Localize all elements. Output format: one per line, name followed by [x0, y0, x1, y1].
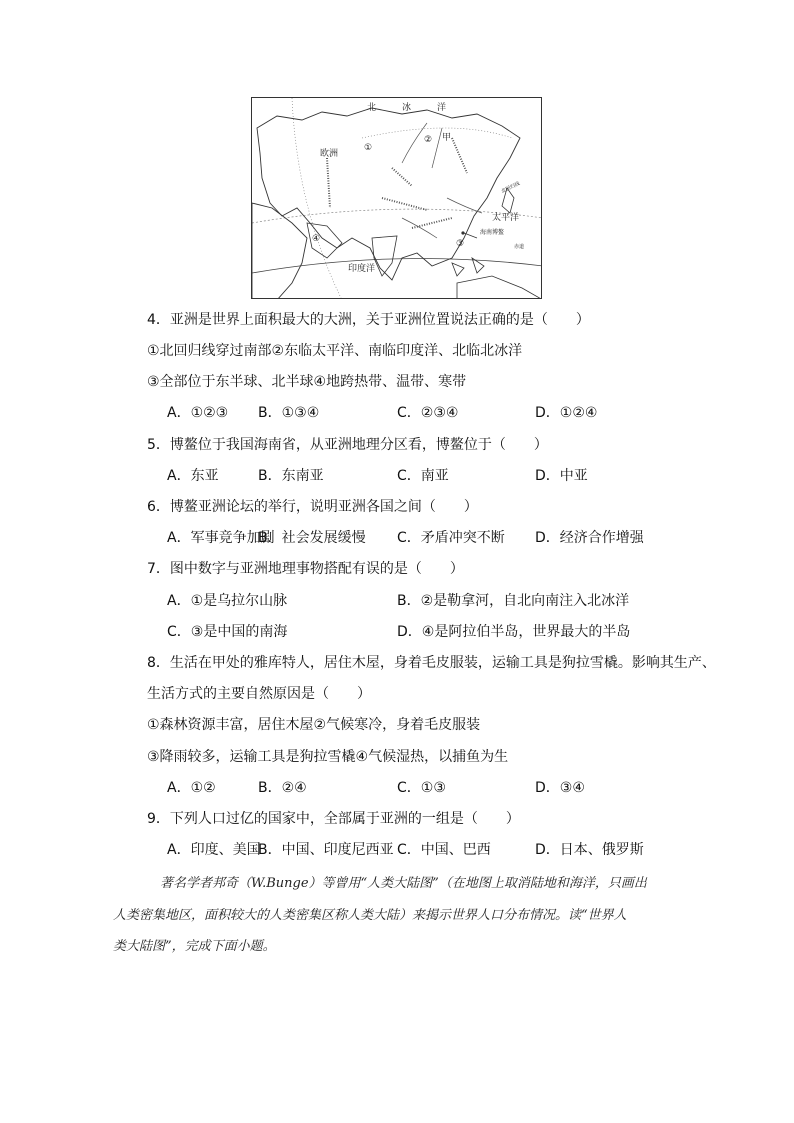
question-8-option-d[interactable]: D．③④ [535, 780, 585, 796]
question-4-stem: 4．亚洲是世界上面积最大的大洲，关于亚洲位置说法正确的是（ ） [147, 312, 590, 328]
boao-pointer [464, 233, 477, 238]
question-4-statement-2: ③全部位于东半球、北半球④地跨热带、温带、寒带 [147, 374, 467, 390]
question-7-option-c[interactable]: C．③是中国的南海 [167, 624, 288, 640]
label-europe: 欧洲 [320, 149, 339, 159]
question-8-stem: 8．生活在甲处的雅库特人，居住木屋，身着毛皮服装，运输工具是狗拉雪橇。影响其生产、 [147, 655, 716, 671]
passage-line-1: 著名学者邦奇（W.Bunge）等曾用“人类大陆图”（在地图上取消陆地和海洋，只画出 [160, 876, 647, 891]
question-4-option-b[interactable]: B．①③④ [258, 405, 320, 421]
question-9-option-b[interactable]: B．中国、印度尼西亚 [258, 842, 394, 858]
mountain-ranges [327, 138, 467, 228]
label-n4: ④ [312, 234, 321, 244]
passage-line-3: 类大陆图”，完成下面小题。 [113, 939, 276, 954]
question-9-option-c[interactable]: C．中国、巴西 [397, 842, 491, 858]
label-tropic-note: 北回归线 [500, 180, 521, 195]
arctic-circle [362, 128, 512, 138]
label-equator: 赤道 [514, 244, 525, 250]
question-7-option-b[interactable]: B．②是勒拿河，自北向南注入北冰洋 [397, 593, 630, 609]
label-indian: 印度洋 [348, 264, 376, 274]
equator-line [252, 258, 542, 273]
question-7-option-a[interactable]: A．①是乌拉尔山脉 [167, 593, 288, 609]
question-8-statement-2: ③降雨较多，运输工具是狗拉雪橇④气候湿热，以捕鱼为生 [147, 749, 509, 765]
question-5-option-a[interactable]: A．东亚 [167, 468, 219, 484]
india-outline [372, 236, 397, 276]
question-8-stem-continued: 生活方式的主要自然原因是（ ） [147, 686, 371, 702]
question-5-option-b[interactable]: B．东南亚 [258, 468, 324, 484]
question-9-option-d[interactable]: D．日本、俄罗斯 [535, 842, 644, 858]
question-6-option-c[interactable]: C．矛盾冲突不断 [397, 530, 505, 546]
label-north: 北 [367, 103, 377, 113]
question-4-option-d[interactable]: D．①②④ [535, 405, 598, 421]
question-9-option-a[interactable]: A．印度、美国 [167, 842, 261, 858]
question-8-statement-1: ①森林资源丰富，居住木屋②气候寒冷，身着毛皮服装 [147, 717, 481, 733]
question-9-stem: 9．下列人口过亿的国家中，全部属于亚洲的一组是（ ） [147, 811, 520, 827]
question-4-option-a[interactable]: A．①②③ [167, 405, 229, 421]
question-8-option-c[interactable]: C．①③ [397, 780, 446, 796]
asia-map-svg [252, 98, 542, 299]
label-n2: ② [424, 135, 433, 145]
asia-map-figure [251, 97, 542, 299]
boao-dot [461, 231, 464, 234]
question-4-statement-1: ①北回归线穿过南部②东临太平洋、南临印度洋、北临北冰洋 [147, 343, 523, 359]
asia-outline [257, 108, 520, 280]
question-4-option-c[interactable]: C．②③④ [397, 405, 459, 421]
islands-outline [452, 258, 484, 276]
label-boao: 海南博鳌 [480, 229, 505, 236]
africa-outline [252, 203, 307, 299]
label-pacific: 太平洋 [492, 213, 520, 223]
question-7-option-d[interactable]: D．④是阿拉伯半岛，世界最大的半岛 [397, 624, 631, 640]
australia-outline [457, 276, 542, 299]
label-n1: ① [364, 143, 373, 153]
question-6-option-a[interactable]: A．军事竞争加剧 [167, 530, 275, 546]
question-6-stem: 6．博鳌亚洲论坛的举行，说明亚洲各国之间（ ） [147, 499, 478, 515]
question-5-option-c[interactable]: C．南亚 [397, 468, 449, 484]
question-5-option-d[interactable]: D．中亚 [535, 468, 588, 484]
question-5-stem: 5．博鳌位于我国海南省，从亚洲地理分区看，博鳌位于（ ） [147, 437, 548, 453]
label-ocean: 洋 [437, 103, 447, 113]
label-jia: 甲 [442, 133, 452, 143]
question-8-option-b[interactable]: B．②④ [258, 780, 307, 796]
question-8-option-a[interactable]: A．①② [167, 780, 216, 796]
question-6-option-b[interactable]: B．社会发展缓慢 [258, 530, 366, 546]
label-ice: 冰 [402, 103, 412, 113]
passage-line-2: 人类密集地区，面积较大的人类密集区称人类大陆）来揭示世界人口分布情况。读“世界人 [113, 908, 627, 923]
question-6-option-d[interactable]: D．经济合作增强 [535, 530, 644, 546]
label-n3: ③ [456, 239, 465, 249]
question-7-stem: 7．图中数字与亚洲地理事物搭配有误的是（ ） [147, 561, 464, 577]
